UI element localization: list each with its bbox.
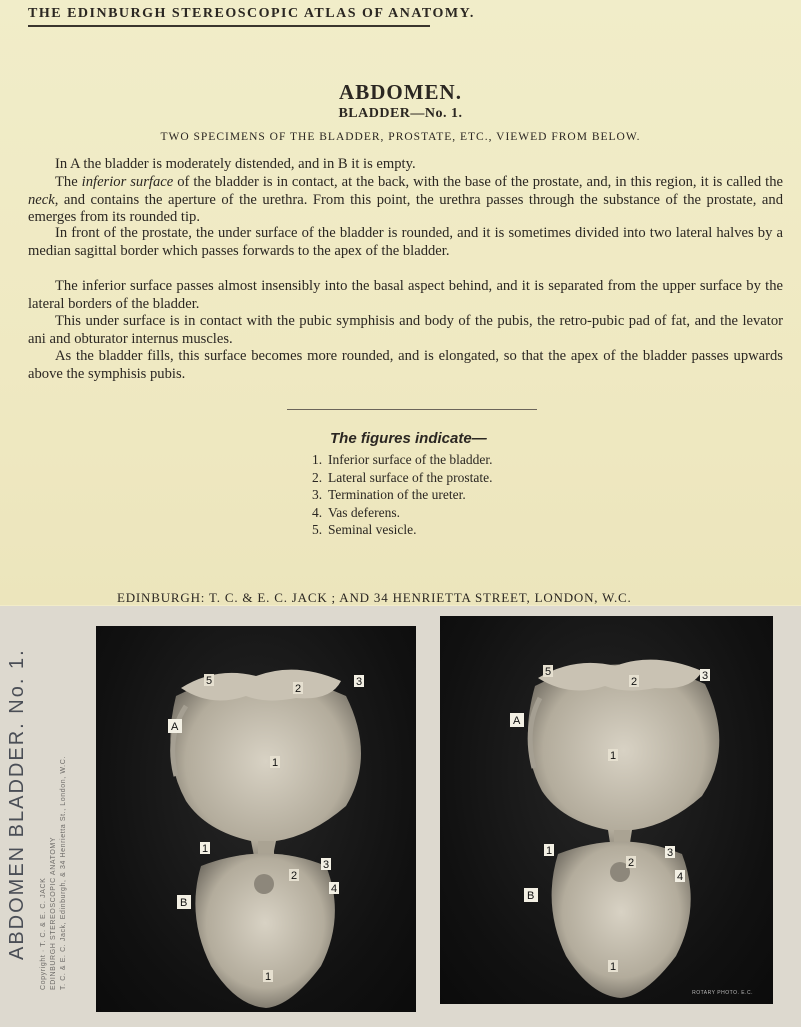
label-1: 1 (272, 757, 279, 769)
paragraph-4: The inferior surface passes almost insensibly into the basal aspect behind, and it is separated from the upper surface by the lateral borders of the bladder. (28, 278, 783, 312)
label-1-b: 1 (202, 843, 209, 855)
photo-credit: ROTARY PHOTO. E.C. (692, 990, 753, 996)
atlas-header: THE EDINBURGH STEREOSCOPIC ATLAS OF ANATOMY. (28, 6, 475, 21)
paragraph-2-part-b: of the bladder is in contact, at the back, with the base of the prostate, and, in this region, it is called the (173, 174, 783, 190)
paragraph-3: In front of the prostate, the under surface of the bladder is rounded, and it is sometimes divided into two lateral halves by a median sagittal border which passes forwards to the apex of the bladder. (28, 225, 783, 259)
legend-number: 3. (312, 487, 323, 503)
paragraph-1: In A the bladder is moderately distended, and in B it is empty. (55, 156, 416, 172)
card-side-credit (40, 630, 72, 990)
stereo-photo-right (440, 616, 773, 1004)
legend-text: Vas deferens. (328, 504, 400, 520)
term-neck: neck (28, 191, 55, 208)
label-4: 4 (331, 883, 338, 895)
legend-item (312, 521, 493, 539)
legend-number: 2. (312, 469, 323, 485)
label-b: B (180, 897, 188, 909)
label-a-right: A (513, 715, 521, 727)
header-rule (28, 25, 430, 27)
figures-legend (312, 451, 493, 539)
stereo-photo-left (96, 626, 416, 1012)
legend-number: 1. (312, 452, 323, 467)
label-a: A (171, 721, 179, 733)
card-credit-line-2: EDINBURGH STEREOSCOPIC ANATOMY (50, 836, 57, 990)
label-2: 2 (295, 683, 302, 695)
specimen-a-bladder-right (528, 664, 719, 856)
label-2-b-right: 2 (628, 857, 635, 869)
card-side-title-text: ABDOMEN BLADDER. No. 1. (6, 648, 28, 960)
plate-number: BLADDER—No. 1. (338, 106, 463, 121)
term-inferior-surface: inferior surface (81, 174, 174, 190)
paragraph-2 (28, 174, 783, 227)
label-5: 5 (206, 675, 213, 687)
legend-text: Termination of the ureter. (328, 487, 466, 503)
legend-item (312, 504, 493, 522)
specimen-a-seminal-vesicle-right (538, 660, 702, 691)
legend-number: 5. (312, 522, 323, 538)
specimen-b-aperture (254, 874, 274, 894)
card-credit-line-3: T. C. & E. C. Jack, Edinburgh, & 34 Henrietta St., London, W.C. (60, 756, 67, 990)
figures-heading: The figures indicate— (330, 430, 487, 447)
card-credit-line-1: Copyright · T. C. & E. C. JACK (40, 877, 47, 990)
legend-item (312, 451, 493, 469)
section-title: ABDOMEN. (339, 80, 462, 104)
label-1-b-right: 1 (546, 845, 553, 857)
legend-text: Lateral surface of the prostate. (328, 469, 493, 485)
label-2-b: 2 (291, 870, 298, 882)
specimen-a-bladder (170, 676, 361, 866)
label-4-right: 4 (677, 871, 684, 883)
paragraph-2-part-c: , and contains the aperture of the urethra. From this point, the urethra passes through the substance of the prostate, and emerges from its rounded tip. (28, 191, 783, 225)
label-3: 3 (356, 676, 363, 688)
legend-number: 4. (312, 504, 323, 520)
label-3-b: 3 (323, 859, 330, 871)
label-1-c: 1 (265, 971, 272, 983)
legend-text: Inferior surface of the bladder. (328, 452, 493, 467)
paragraph-6: As the bladder fills, this surface becomes more rounded, and is elongated, so that the apex of the bladder passes upwards above the symphisis pubis. (28, 348, 783, 382)
label-5-right: 5 (545, 666, 552, 678)
legend-item (312, 486, 493, 504)
section-divider (287, 409, 537, 410)
label-1-right: 1 (610, 750, 617, 762)
plate-subtitle: TWO SPECIMENS OF THE BLADDER, PROSTATE, ETC., VIEWED FROM BELOW. (160, 131, 641, 143)
label-3-b-right: 3 (667, 847, 674, 859)
legend-item (312, 469, 493, 487)
publisher-imprint: EDINBURGH: T. C. & E. C. JACK ; AND 34 HENRIETTA STREET, LONDON, W.C. (117, 590, 632, 605)
label-2-right: 2 (631, 676, 638, 688)
specimen-illustration-left (96, 626, 416, 1012)
specimen-illustration-right (440, 616, 773, 1004)
paragraph-2-part-a: The (55, 174, 82, 190)
label-3-right: 3 (702, 670, 709, 682)
paragraph-5: This under surface is in contact with the pubic symphisis and body of the pubis, the retro-pubic pad of fat, and the levator ani and obturator internus muscles. (28, 313, 783, 347)
label-b-right: B (527, 890, 535, 902)
label-1-c-right: 1 (610, 961, 617, 973)
legend-text: Seminal vesicle. (328, 522, 417, 538)
card-side-title (6, 630, 36, 960)
